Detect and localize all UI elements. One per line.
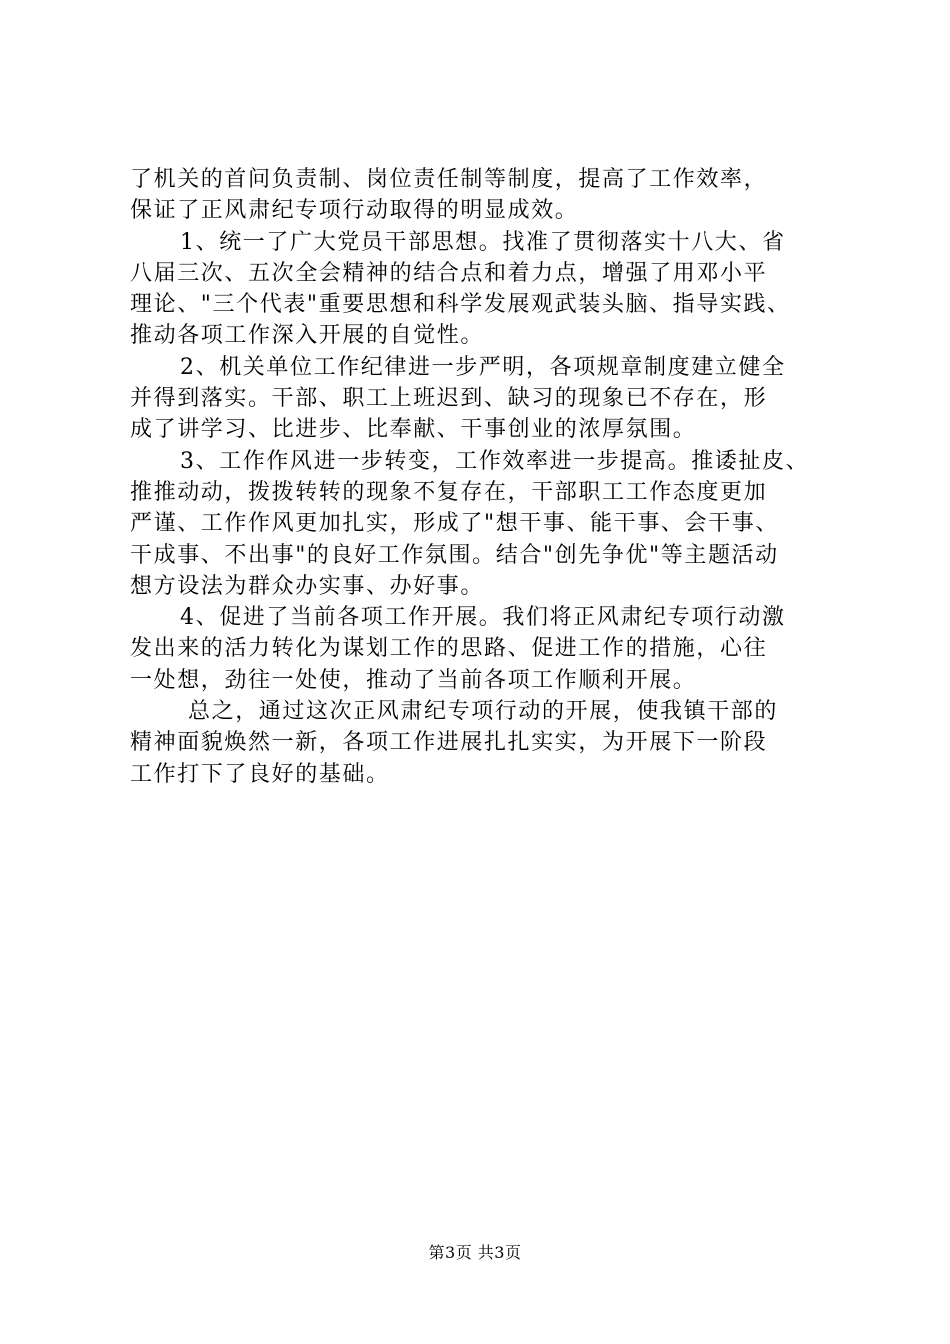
text-line: 并得到落实。干部、职工上班迟到、缺习的现象已不存在，形 <box>130 386 768 412</box>
text-line: 一处想，劲往一处使，推动了当前各项工作顺利开展。 <box>130 667 697 693</box>
text-line: 2、机关单位工作纪律进一步严明，各项规章制度建立健全 <box>180 354 786 380</box>
paragraph-summary <box>130 696 850 790</box>
text-line: 推动各项工作深入开展的自觉性。 <box>130 323 485 349</box>
text-line: 理论、"三个代表"重要思想和科学发展观武装头脑、指导实践、 <box>130 292 791 318</box>
text-line: 成了讲学习、比进步、比奉献、干事创业的浓厚氛围。 <box>130 417 697 443</box>
page-number-footer: 第3页 共3页 <box>428 1243 522 1262</box>
paragraph-item-4 <box>130 602 850 696</box>
text-line: 推推动动，拨拨转转的现象不复存在，干部职工工作态度更加 <box>130 479 768 505</box>
text-line: 精神面貌焕然一新，各项工作进展扎扎实实，为开展下一阶段 <box>130 730 768 756</box>
paragraph-item-1 <box>130 227 850 352</box>
text-line: 八届三次、五次全会精神的结合点和着力点，增强了用邓小平 <box>130 260 768 286</box>
text-line: 3、工作作风进一步转变，工作效率进一步提高。推诿扯皮、 <box>180 448 810 474</box>
text-line: 1、统一了广大党员干部思想。找准了贯彻落实十八大、省 <box>180 229 786 255</box>
text-line: 发出来的活力转化为谋划工作的思路、促进工作的措施，心往 <box>130 636 768 662</box>
text-line: 严谨、工作作风更加扎实，形成了"想干事、能干事、会干事、 <box>130 511 779 537</box>
text-line: 4、促进了当前各项工作开展。我们将正风肃纪专项行动激 <box>180 605 786 631</box>
text-line: 想方设法为群众办实事、办好事。 <box>130 573 485 599</box>
paragraph-item-3 <box>130 446 850 602</box>
paragraph-item-2 <box>130 352 850 446</box>
text-line: 了机关的首问负责制、岗位责任制等制度，提高了工作效率， <box>130 167 768 192</box>
paragraph-continuation <box>130 164 850 227</box>
text-line: 总之，通过这次正风肃纪专项行动的开展，使我镇干部的 <box>188 699 779 725</box>
document-body <box>130 164 850 790</box>
text-line: 保证了正风肃纪专项行动取得的明显成效。 <box>130 198 579 224</box>
text-line: 工作打下了良好的基础。 <box>130 761 390 787</box>
text-line: 干成事、不出事"的良好工作氛围。结合"创先争优"等主题活动 <box>130 542 779 568</box>
